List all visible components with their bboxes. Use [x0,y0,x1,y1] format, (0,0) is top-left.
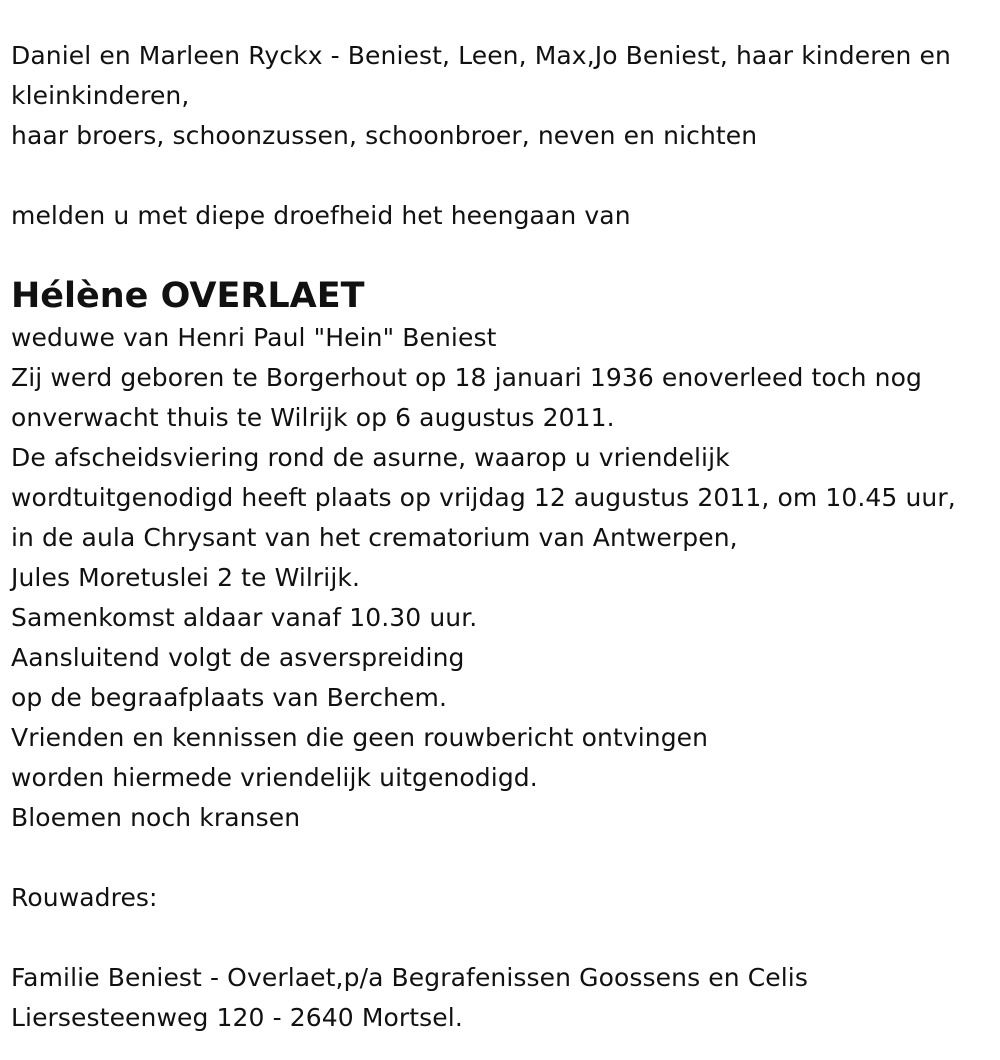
spacer [11,156,996,196]
family-line: Daniel en Marleen Ryckx - Beniest, Leen, Max,Jo Beniest, haar kinderen en [11,41,951,70]
family-section [11,36,996,156]
detail-line: in de aula Chrysant van het crematorium van Antwerpen, [11,523,738,552]
spacer [11,918,996,958]
intro-text: melden u met diepe droefheid het heengaan van [11,201,631,230]
address-label: Rouwadres: [11,883,158,912]
detail-line: Vrienden en kennissen die geen rouwbericht ontvingen [11,723,709,752]
family-line: kleinkinderen, [11,81,190,110]
detail-line: wordtuitgenodigd heeft plaats op vrijdag 12 augustus 2011, om 10.45 uur, [11,483,956,512]
spacer [11,838,996,878]
detail-line: Jules Moretuslei 2 te Wilrijk. [11,563,361,592]
detail-line: worden hiermede vriendelijk uitgenodigd. [11,763,538,792]
details-section [11,318,996,838]
address-section [11,958,996,1038]
family-line: haar broers, schoonzussen, schoonbroer, neven en nichten [11,121,758,150]
detail-line: De afscheidsviering rond de asurne, waarop u vriendelijk [11,443,730,472]
detail-line: Bloemen noch kransen [11,803,301,832]
detail-line: Zij werd geboren te Borgerhout op 18 januari 1936 enoverleed toch nog [11,363,922,392]
detail-line: Aansluitend volgt de asverspreiding [11,643,465,672]
address-line: Familie Beniest - Overlaet,p/a Begrafenissen Goossens en Celis [11,963,808,992]
detail-line: op de begraafplaats van Berchem. [11,683,448,712]
detail-line: Samenkomst aldaar vanaf 10.30 uur. [11,603,478,632]
detail-line: weduwe van Henri Paul "Hein" Beniest [11,323,497,352]
deceased-name: Hélène OVERLAET [11,276,365,316]
death-notice [11,36,996,1038]
address-line: Liersesteenweg 120 - 2640 Mortsel. [11,1003,463,1032]
detail-line: onverwacht thuis te Wilrijk op 6 augustus 2011. [11,403,615,432]
